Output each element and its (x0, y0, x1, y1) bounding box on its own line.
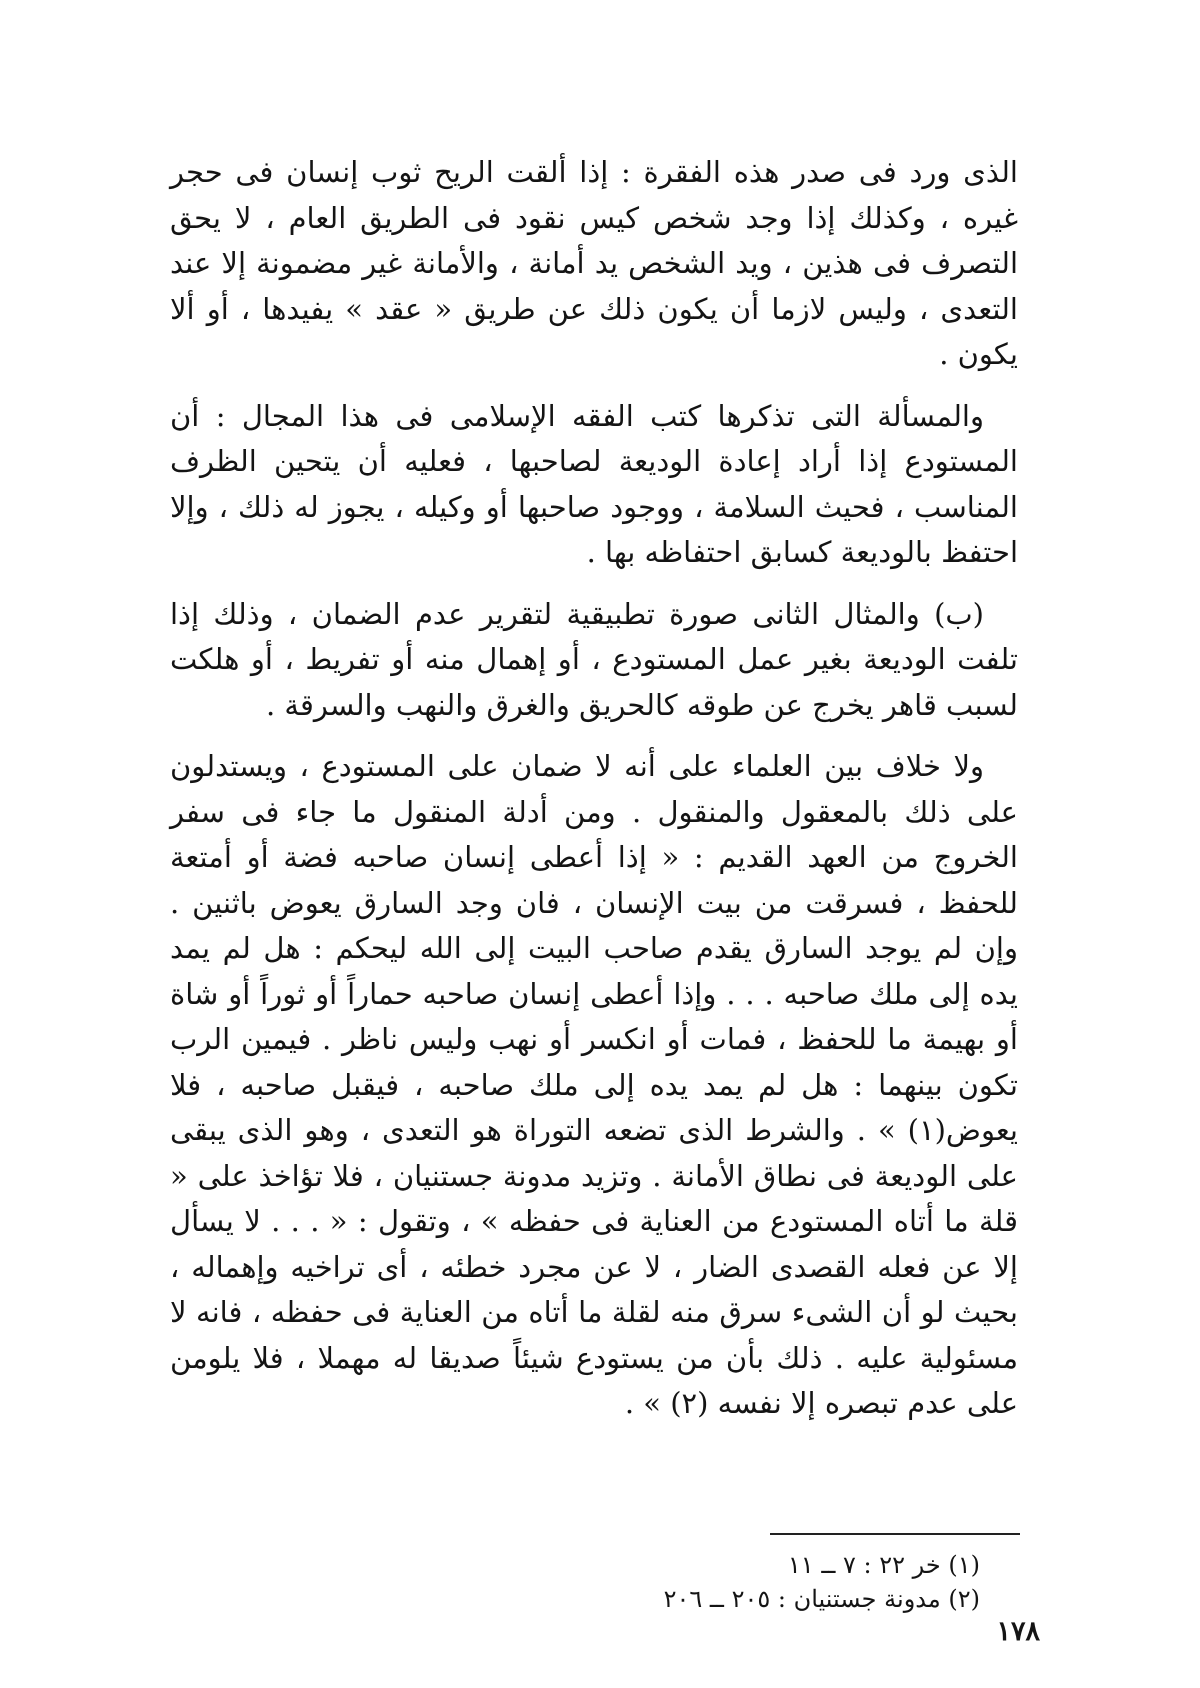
paragraph-1: الذى ورد فى صدر هذه الفقرة : إذا ألقت الريح ثوب إنسان فى حجر غيره ، وكذلك إذا وجد شخص كيس نقود فى الطريق العام ، لا يحق التصرف فى هذين ، ويد الشخص يد أمانة ، والأمانة غير مضمونة إلا عند التعدى ، وليس لازما أن يكون ذلك عن طريق « عقد » يفيدها ، أو ألا يكون . (170, 155, 1018, 371)
main-text (170, 150, 1018, 1427)
footnotes (560, 1548, 980, 1616)
footnote-divider (770, 1533, 1020, 1535)
paragraph-3: (ب) والمثال الثانى صورة تطبيقية لتقرير عدم الضمان ، وذلك إذا تلفت الوديعة بغير عمل المستودع ، أو إهمال منه أو تفريط ، أو هلكت لسبب قاهر يخرج عن طوقه كالحريق والغرق والنهب والسرقة . (170, 596, 1018, 722)
footnote-1: (١) خر ٢٢ : ٧ ــ ١١ (787, 1551, 980, 1579)
footnote-2: (٢) مدونة جستنيان : ٢٠٥ ــ ٢٠٦ (663, 1585, 980, 1613)
paragraph-4: ولا خلاف بين العلماء على أنه لا ضمان على المستودع ، ويستدلون على ذلك بالمعقول والمنقول . ومن أدلة المنقول ما جاء فى سفر الخروج من العهد القديم : « إذا أعطى إنسان صاحبه فضة أو أمتعة للحفظ ، فسرقت من بيت الإنسان ، فان وجد السارق يعوض باثنين . وإن لم يوجد السارق يقدم صاحب البيت إلى الله ليحكم : هل لم يمد يده إلى ملك صاحبه . . . وإذا أعطى إنسان صاحبه حماراً أو ثوراً أو شاة أو بهيمة ما للحفظ ، فمات أو انكسر أو نهب وليس ناظر . فيمين الرب تكون بينهما : هل لم يمد يده إلى ملك صاحبه ، فيقبل صاحبه ، فلا يعوض(١) » . والشرط الذى تضعه التوراة هو التعدى ، وهو الذى يبقى على الوديعة فى نطاق الأمانة . وتزيد مدونة جستنيان ، فلا تؤاخذ على « قلة ما أتاه المستودع من العناية فى حفظه » ، وتقول : « . . . لا يسأل إلا عن فعله القصدى الضار ، لا عن مجرد خطئه ، أى تراخيه وإهماله ، بحيث لو أن الشىء سرق منه لقلة ما أتاه من العناية فى حفظه ، فانه لا مسئولية عليه . ذلك بأن من يستودع شيئاً صديقا له مهملا ، فلا يلومن على عدم تبصره إلا نفسه (٢) » . (170, 749, 1018, 1420)
paragraph-2: والمسألة التى تذكرها كتب الفقه الإسلامى فى هذا المجال : أن المستودع إذا أراد إعادة الوديعة لصاحبها ، فعليه أن يتحين الظرف المناسب ، فحيث السلامة ، ووجود صاحبها أو وكيله ، يجوز له ذلك ، وإلا احتفظ بالوديعة كسابق احتفاظه بها . (170, 398, 1018, 569)
page-number: ١٧٨ (996, 1616, 1040, 1647)
